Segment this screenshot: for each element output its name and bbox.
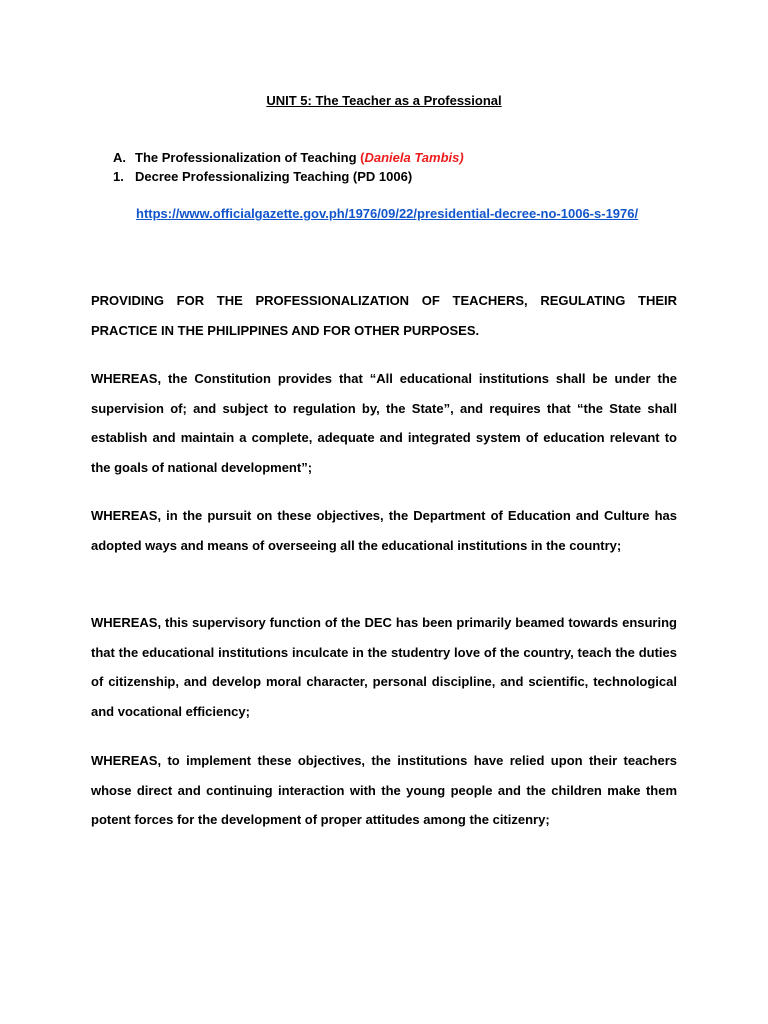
author-credit (360, 150, 464, 165)
whereas-clause-1: WHEREAS, the Constitution provides that “All educational institutions shall be under the supervision of; and subject to regulation by, the State”, and requires that “the State shall establish and maintain a complete, adequate and integrated system of education relevant to the goals of national development”; (91, 371, 677, 475)
whereas-clause-4: WHEREAS, to implement these objectives, the institutions have relied upon their teachers whose direct and continuing interaction with the young people and the children make them potent forces for the development of proper attitudes among the citizenry; (91, 753, 677, 827)
section-a-text: The Professionalization of Teaching (135, 150, 361, 165)
author-name: Daniela Tambis) (364, 150, 464, 165)
whereas-clause-3: WHEREAS, this supervisory function of the DEC has been primarily beamed towards ensuring that the educational institutions inculcate in the studentry love of the country, teach the duties of citizenship, and develop moral character, personal discipline, and scientific, technological and vocational efficiency; (91, 615, 677, 719)
whereas-clause-2: WHEREAS, in the pursuit on these objectives, the Department of Education and Culture has adopted ways and means of overseeing all the educational institutions in the country; (91, 508, 677, 553)
section-a-marker: A. (113, 150, 126, 165)
author-open-paren: ( (360, 150, 365, 165)
item-1-marker: 1. (113, 169, 124, 184)
section-a-heading (113, 150, 464, 165)
reference-link[interactable]: https://www.officialgazette.gov.ph/1976/09/22/presidential-decree-no-1006-s-1976/ (136, 206, 639, 221)
unit-title: UNIT 5: The Teacher as a Professional (266, 93, 502, 108)
item-1-text: Decree Professionalizing Teaching (PD 1006) (135, 169, 413, 184)
decree-heading: PROVIDING FOR THE PROFESSIONALIZATION OF TEACHERS, REGULATING THEIR PRACTICE IN THE PHILIPPINES AND FOR OTHER PURPOSES. (91, 293, 677, 338)
item-1-heading (113, 169, 412, 184)
